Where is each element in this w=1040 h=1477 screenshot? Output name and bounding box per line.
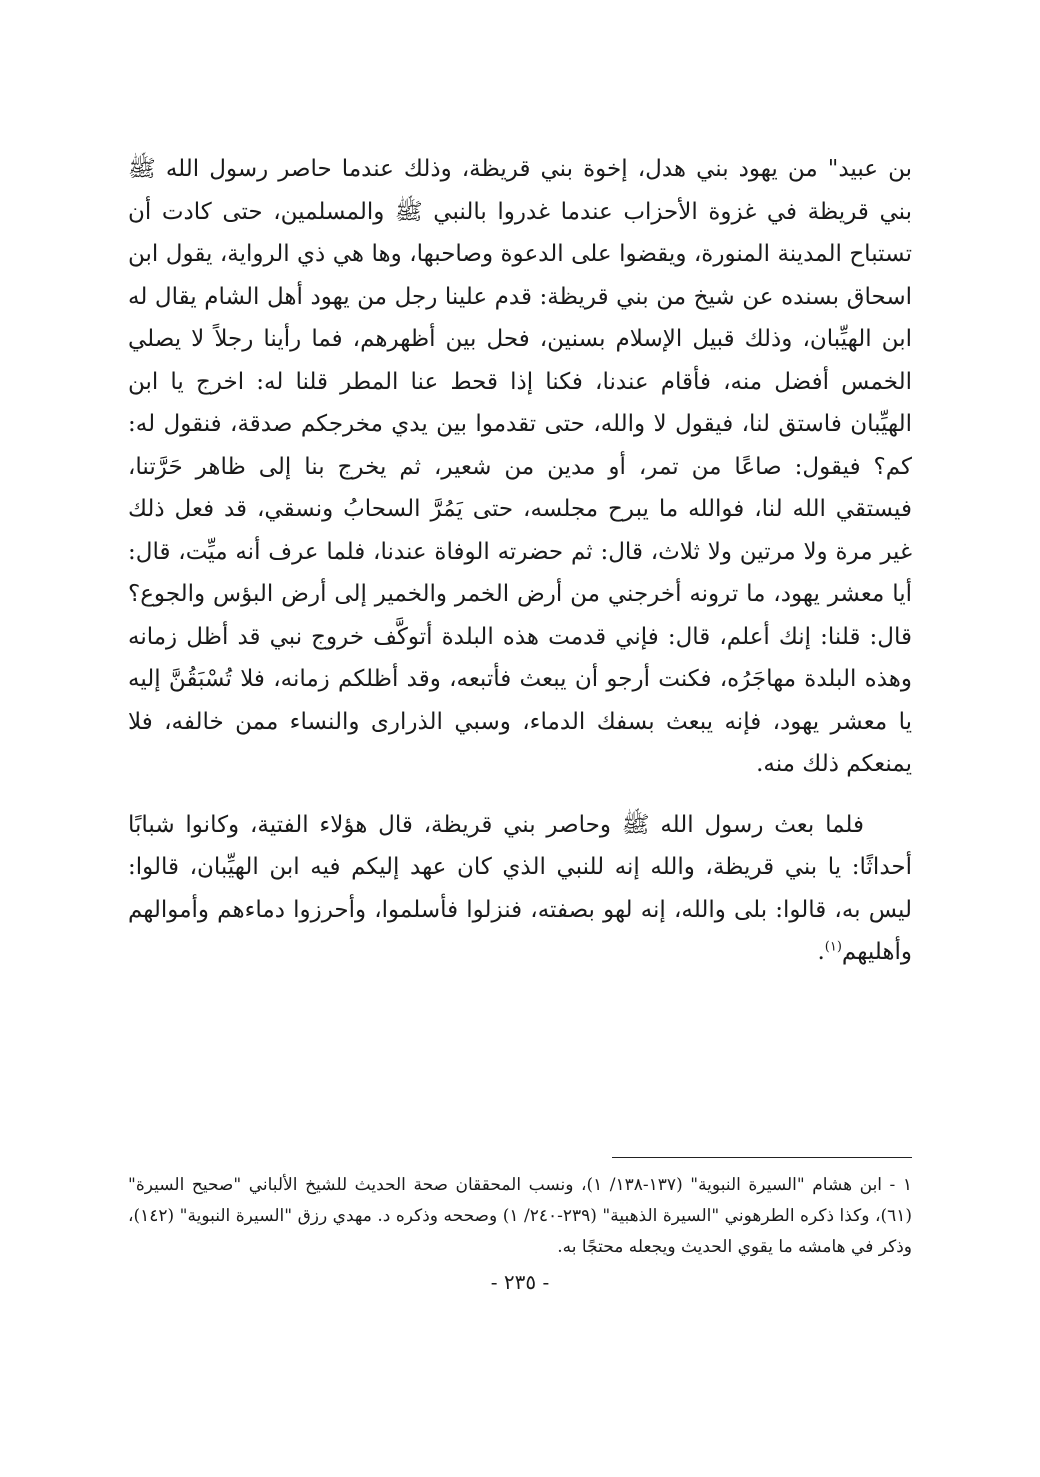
paragraph-2-ending: . xyxy=(817,939,825,965)
footnote-divider xyxy=(612,1157,912,1158)
page-number: - ٢٣٥ - xyxy=(490,1270,550,1294)
paragraph-2-text: فلما بعث رسول الله ﷺ وحاصر بني قريظة، قال هؤلاء الفتية، وكانوا شبابًا أحداثًا: يا بني قريظة، والله إنه للنبي الذي كان عهد إليكم فيه ابن الهيِّبان، قالوا: ليس به، قالوا: بلى والله، إنه لهو بصفته، فنزلوا فأسلموا، وأحرزوا دماءهم وأموالهم وأهليهم xyxy=(128,811,912,965)
footnote-1: ١ - ابن هشام "السيرة النبوية" (١٣٧-١٣٨/ ١)، ونسب المحققان صحة الحديث للشيخ الألباني "صحيح السيرة" (٦١)، وكذا ذكره الطرهوني "السيرة الذهبية" (٢٣٩-٢٤٠/ ١) وصححه وذكره د. مهدي رزق "السيرة النبوية" (١٤٢)، وذكر في هامشه ما يقوي الحديث ويجعله محتجًا به. xyxy=(128,1175,912,1257)
footnotes xyxy=(128,1170,912,1263)
main-text xyxy=(128,148,912,974)
footnote-marker[interactable]: (١) xyxy=(824,939,842,955)
paragraph-2 xyxy=(128,804,912,974)
paragraph-1: بن عبيد" من يهود بني هدل، إخوة بني قريظة، وذلك عندما حاصر رسول الله ﷺ بني قريظة في غزوة الأحزاب عندما غدروا بالنبي ﷺ والمسلمين، حتى كادت أن تستباح المدينة المنورة، ويقضوا على الدعوة وصاحبها، وها هي ذي الرواية، يقول ابن اسحاق بسنده عن شيخ من بني قريظة: قدم علينا رجل من يهود أهل الشام يقال له ابن الهيِّبان، وذلك قبيل الإسلام بسنين، فحل بين أظهرهم، فما رأينا رجلاً لا يصلي الخمس أفضل منه، فأقام عندنا، فكنا إذا قحط عنا المطر قلنا له: اخرج يا ابن الهيِّبان فاستق لنا، فيقول لا والله، حتى تقدموا بين يدي مخرجكم صدقة، فنقول له: كم؟ فيقول: صاعًا من تمر، أو مدين من شعير، ثم يخرج بنا إلى ظاهر حَرَّتنا، فيستقي الله لنا، فوالله ما يبرح مجلسه، حتى يَمُرَّ السحابُ ونسقي، قد فعل ذلك غير مرة ولا مرتين ولا ثلاث، قال: ثم حضرته الوفاة عندنا، فلما عرف أنه ميِّت، قال: أيا معشر يهود، ما ترونه أخرجني من أرض الخمر والخمير إلى أرض البؤس والجوع؟ قال: قلنا: إنك أعلم، قال: فإني قدمت هذه البلدة أتوكَّف خروج نبي قد أظل زمانه وهذه البلدة مهاجَرُه، فكنت أرجو أن يبعث فأتبعه، وقد أظلكم زمانه، فلا تُسْبَقُنَّ إليه يا معشر يهود، فإنه يبعث بسفك الدماء، وسبي الذرارى والنساء ممن خالفه، فلا يمنعكم ذلك منه. xyxy=(128,156,912,777)
